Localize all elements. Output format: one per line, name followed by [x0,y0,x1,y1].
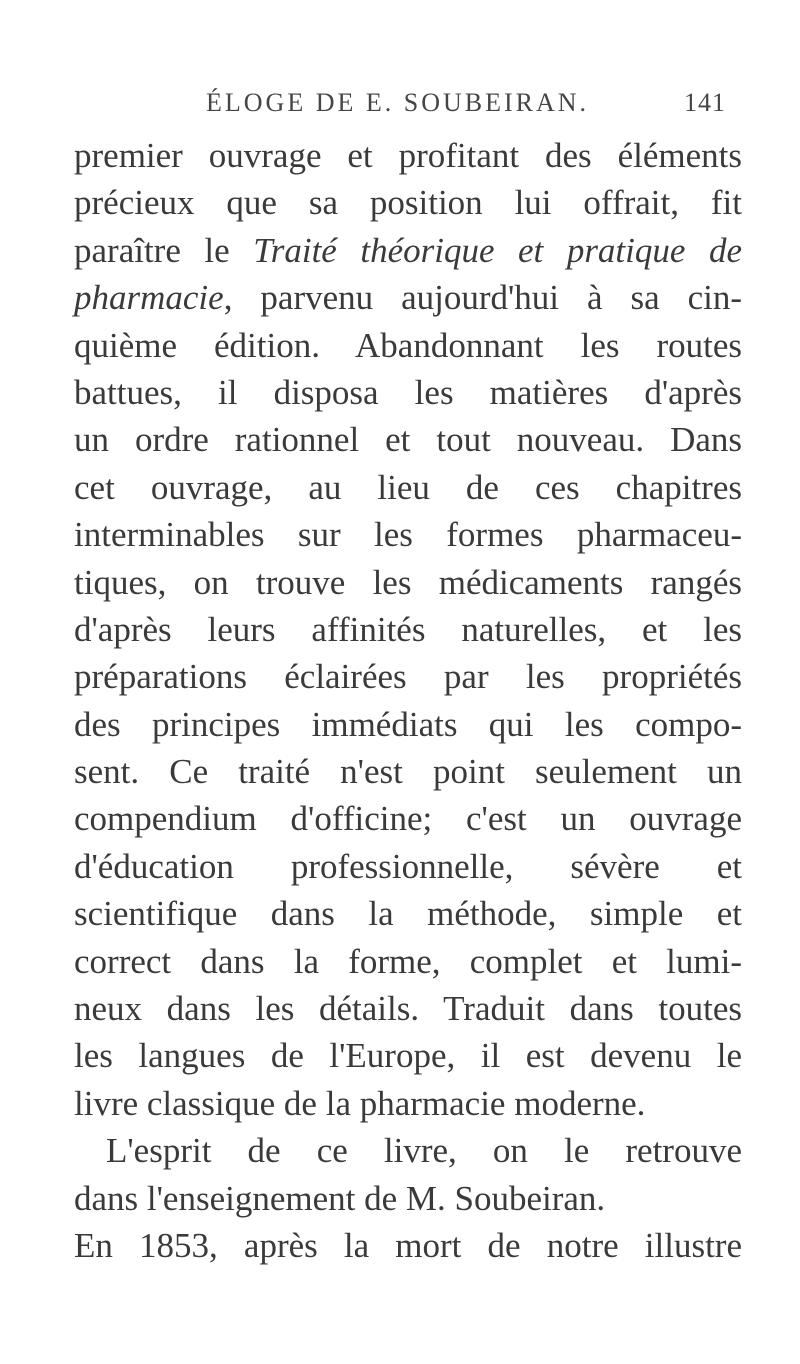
text-line-13: des principes immédiats qui les compo- [74,704,742,744]
text-line-4-roman: , parvenu aujourd'hui à sa cin- [223,278,742,318]
text-line-14: sent. Ce traité n'est point seulement un [74,752,742,792]
text-line-9: interminables sur les formes pharmaceu- [74,515,742,555]
page-number: 141 [684,88,726,117]
text-line-24: En 1853, après la mort de notre illustre [74,1225,742,1265]
text-line-15: compendium d'officine; c'est un ouvrage [74,799,742,839]
text-line-3 [74,227,742,274]
running-head-title: ÉLOGE DE E. SOUBEIRAN. [206,88,590,117]
body-text [74,132,742,1269]
text-line-18: correct dans la forme, complet et lumi- [74,941,742,981]
book-title-italic-end: pharmacie [74,278,224,318]
text-line-21: livre classique de la pharmacie moderne. [74,1083,646,1123]
text-line-2: précieux que sa position lui offrait, fit [74,183,742,223]
text-line-11: d'après leurs affinités naturelles, et les [74,609,742,649]
text-line-16: d'éducation professionnelle, sévère et [74,846,742,886]
text-line-3-roman: paraître le [74,230,254,270]
text-line-1: premier ouvrage et profitant des éléments [74,136,742,175]
text-line-10: tiques, on trouve les médicaments rangés [74,562,742,602]
text-line-8: cet ouvrage, au lieu de ces chapitres [74,467,742,507]
text-line-12: préparations éclairées par les propriétés [74,657,742,697]
text-line-7: un ordre rationnel et tout nouveau. Dans [74,420,742,460]
text-line-19: neux dans les détails. Traduit dans toutes [74,989,742,1029]
text-line-6: battues, il disposa les matières d'après [74,372,742,412]
text-line-4 [74,274,742,321]
text-line-17: scientifique dans la méthode, simple et [74,894,742,934]
running-head [206,88,726,124]
book-title-italic: Traité théorique et pratique de [253,230,742,270]
text-line-23: dans l'enseignement de M. Soubeiran. [74,1178,606,1218]
text-line-22: L'esprit de ce livre, on le retrouve [106,1131,742,1171]
text-line-5: quième édition. Abandonnant les routes [74,325,742,365]
text-line-20: les langues de l'Europe, il est devenu le [74,1036,742,1076]
